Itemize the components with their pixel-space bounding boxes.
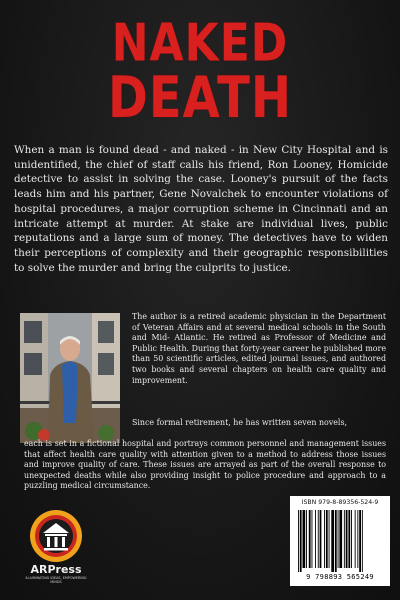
barcode-numbers: 9 798893 565249 xyxy=(306,573,374,581)
barcode-bar xyxy=(309,510,311,568)
barcode-bar xyxy=(339,510,342,568)
barcode-bar xyxy=(355,510,356,568)
author-bio-paragraph-2-start: Since formal retirement, he has written seven novels, xyxy=(132,418,348,427)
author-bio-paragraph-1: The author is a retired academic physician in the Department of Veteran Affairs and at several medical schools in the South and Mid- Atlantic. He retired as Professor of Medicine and Public Health. During that forty-year career he published more than 50 scientific articles, edited journal issues, and authored two books and several chapters on health care quality and improvement. xyxy=(132,312,386,385)
barcode-bar xyxy=(300,510,302,572)
barcode-bar xyxy=(320,510,322,568)
barcode-bar xyxy=(306,510,307,568)
author-bio-paragraph-2-rest: each is set in a fictional hospital and portrays common personnel and management issues that affect health care quality with attention given to a method to address those issues and improve quality of care. These issues are arrayed as part of the overall response to unexpected deaths while also providing insight to police procedure and approach to a puzzling medical circumstance. xyxy=(24,439,386,491)
barcode-bar xyxy=(315,510,316,568)
barcode-bar xyxy=(359,510,361,572)
isbn-label: ISBN 979-8-89356-524-9 xyxy=(301,499,379,506)
publisher-name: ARPress xyxy=(30,563,82,576)
isbn-barcode-block xyxy=(290,496,390,586)
barcode-bar xyxy=(298,510,299,572)
barcode-bar xyxy=(329,510,330,568)
book-title-line2: DEATH xyxy=(108,64,292,132)
barcode-bar xyxy=(348,510,350,568)
barcode-bar xyxy=(344,510,345,568)
barcode-bar xyxy=(362,510,363,572)
barcode-bar xyxy=(335,510,337,572)
barcode-bar xyxy=(312,510,313,568)
barcode-bar xyxy=(303,510,306,568)
barcode-bar xyxy=(324,510,325,568)
barcode-bar xyxy=(357,510,358,568)
book-title-line1: NAKED xyxy=(111,13,289,74)
barcode-bar xyxy=(331,510,334,572)
barcode-bar xyxy=(338,510,339,568)
barcode-bar xyxy=(351,510,352,568)
book-synopsis: When a man is found dead - and naked - in New City Hospital and is unidentified, the chief of staff calls his friend, Ron Looney, Homicide detective to assist in solving the case. Looney's pursuit of the facts leads him and his partner, Gene Novalchek to encounter violations of hospital procedures, a major corruption scheme in Cincinnati and an intricate attempt at murder. At stake are individual lives, public reputations and a large sum of money. The detectives have to widen their perceptions of complexity and their geographic responsibilities to solve the murder and bring the culprits to justice. xyxy=(14,144,388,274)
barcode-bar xyxy=(346,510,348,568)
barcode-bar xyxy=(326,510,328,568)
publisher-tagline: ILLUMINATING IDEAS, EMPOWERING MINDS xyxy=(25,576,87,584)
publisher-logo xyxy=(25,508,87,586)
barcode xyxy=(296,510,384,572)
barcode-bar xyxy=(318,510,319,568)
library-building-icon xyxy=(25,508,87,564)
author-photo xyxy=(20,313,120,443)
